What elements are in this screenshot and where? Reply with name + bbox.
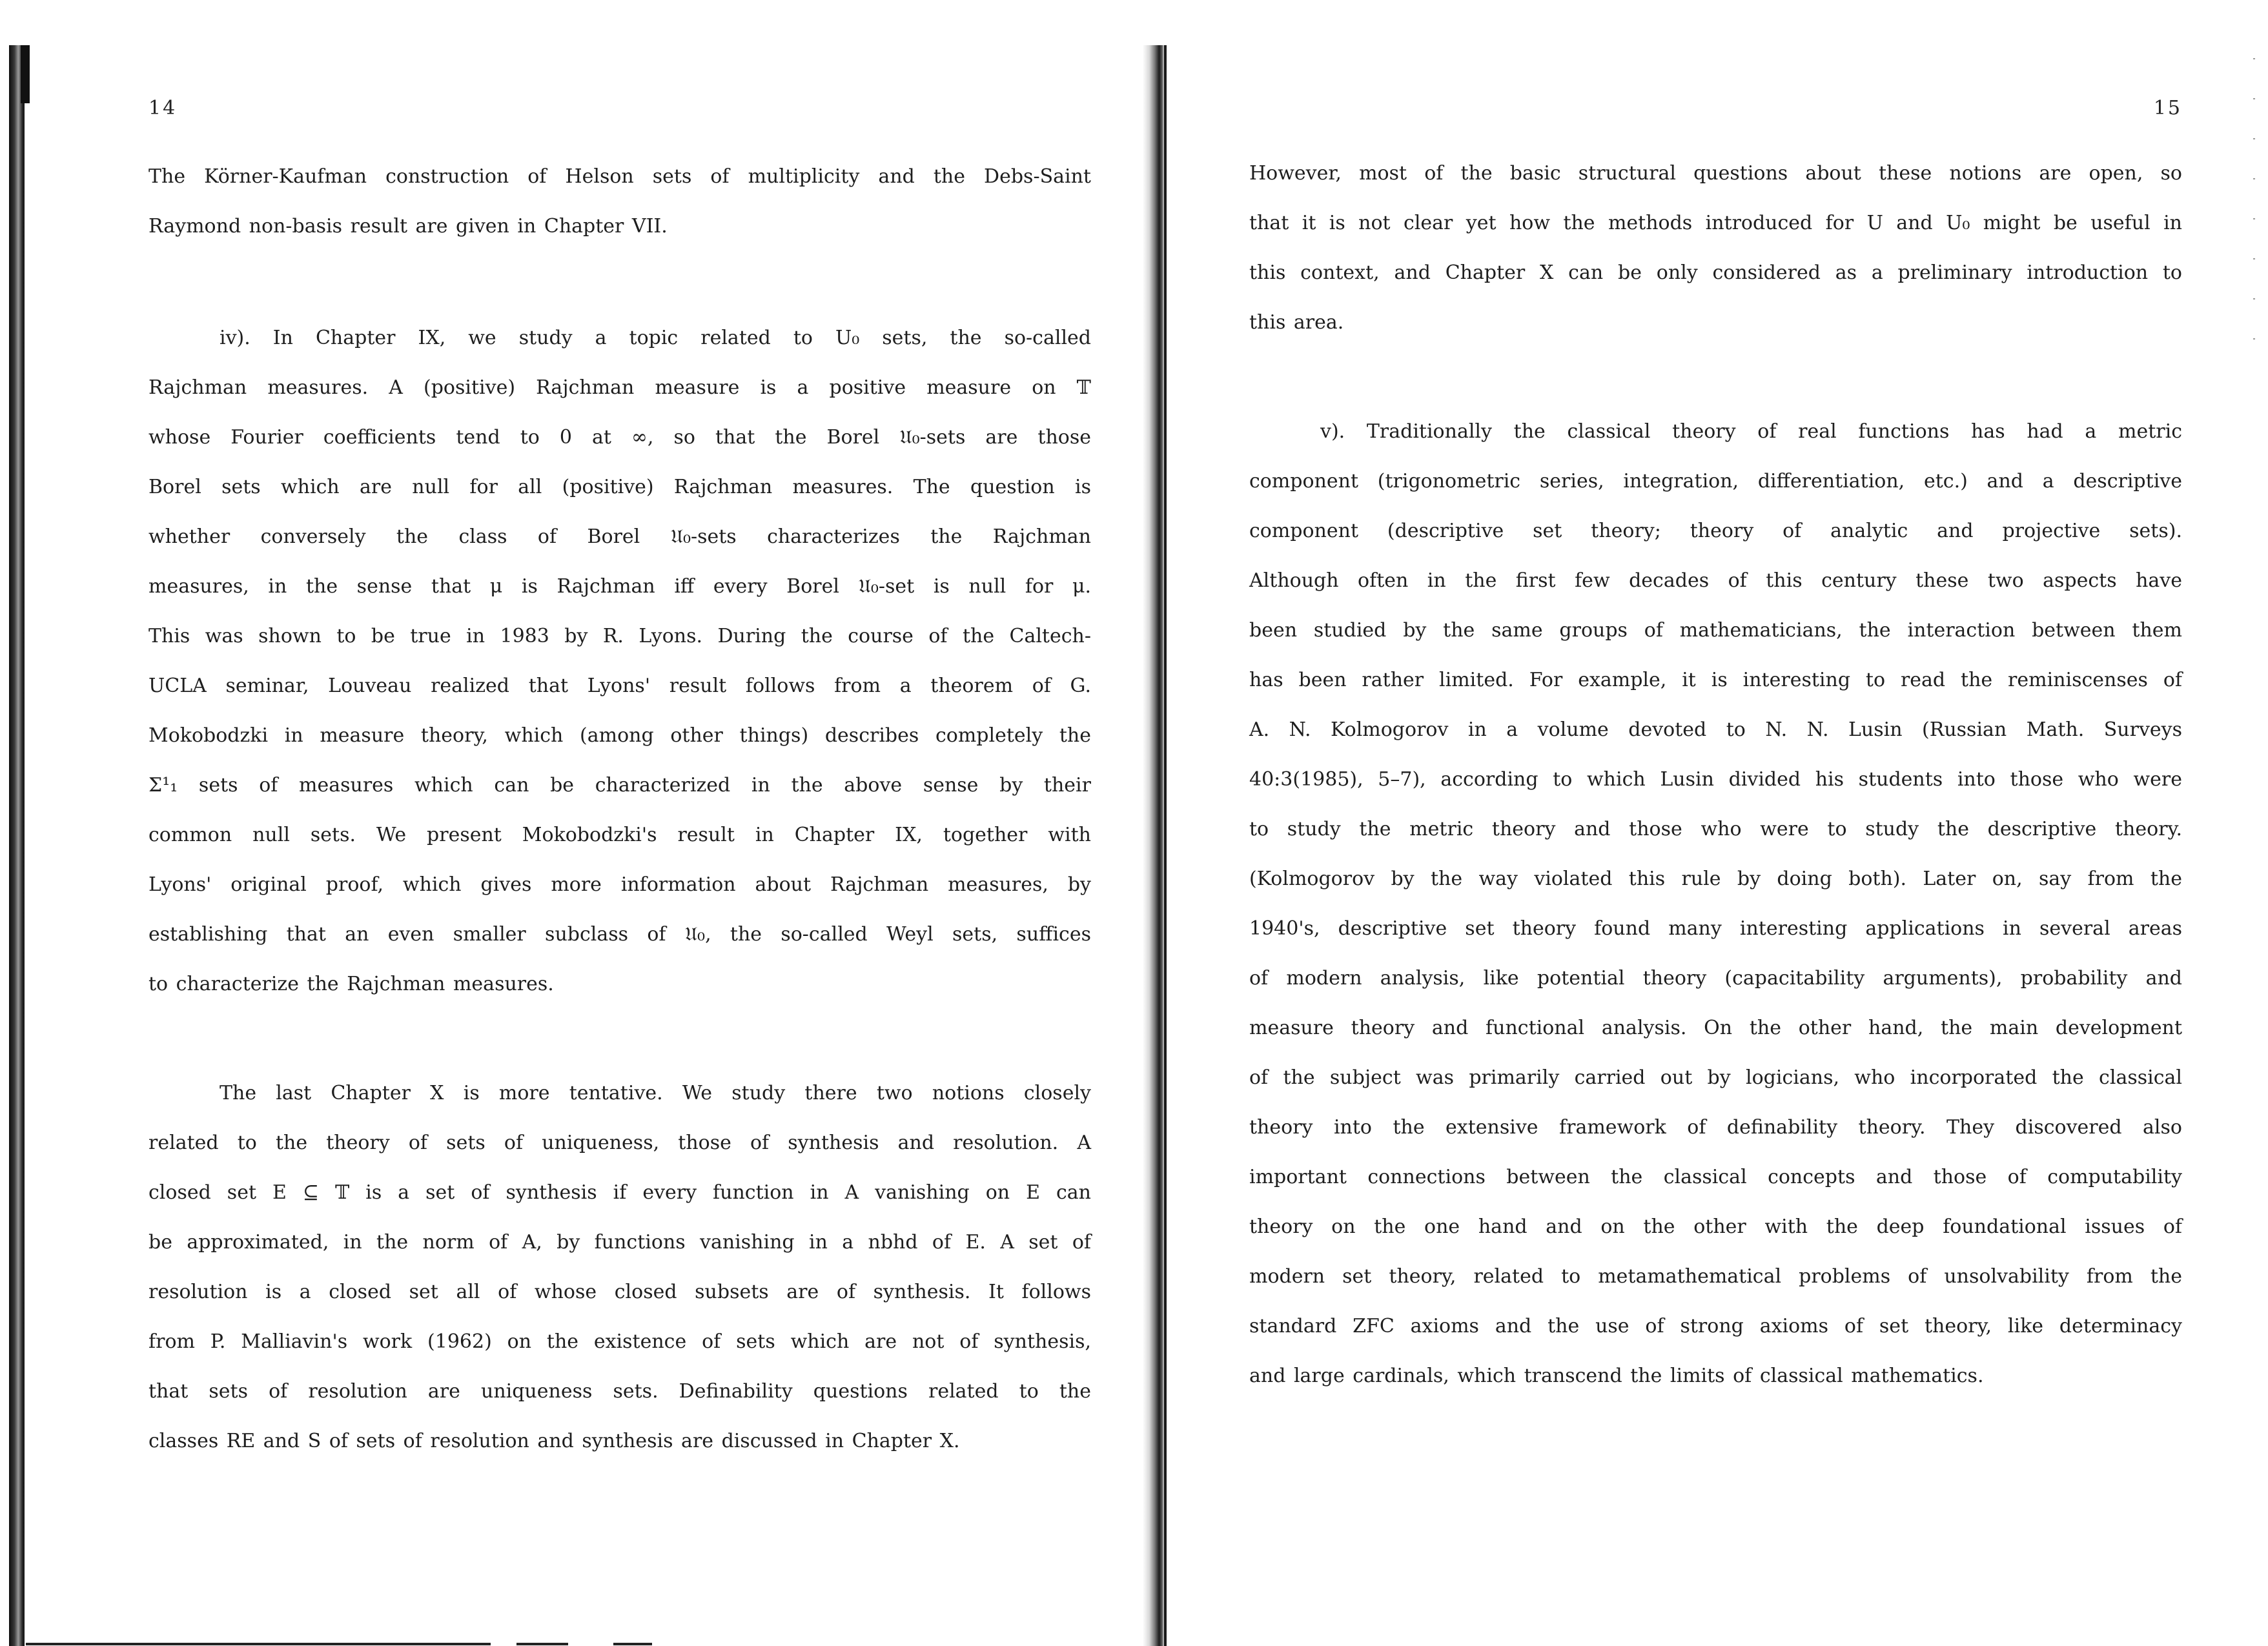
text-line: measure theory and functional analysis. On the other hand, the main development bbox=[1249, 1017, 2182, 1039]
text-line: 40:3(1985), 5–7), according to which Lusin divided his students into those who were bbox=[1249, 768, 2182, 791]
text-line: Borel sets which are null for all (positive) Rajchman measures. The question is bbox=[148, 476, 1091, 498]
scan-edge-notch bbox=[21, 45, 30, 103]
paragraph bbox=[148, 313, 1091, 1009]
page-number: 14 bbox=[148, 97, 178, 119]
paragraph bbox=[148, 152, 1091, 251]
text-line: resolution is a closed set all of whose closed subsets are of synthesis. It follows bbox=[148, 1281, 1091, 1303]
book-gutter bbox=[1143, 45, 1165, 1646]
text-line: common null sets. We present Mokobodzki's result in Chapter IX, together with bbox=[148, 824, 1091, 846]
text-line: related to the theory of sets of uniqueness, those of synthesis and resolution. A bbox=[148, 1132, 1091, 1154]
text-line: that sets of resolution are uniqueness sets. Definability questions related to the bbox=[148, 1380, 1091, 1403]
text-line: Mokobodzki in measure theory, which (among other things) describes completely the bbox=[148, 724, 1091, 747]
paragraph bbox=[1249, 148, 2182, 347]
text-line: v). Traditionally the classical theory of real functions has had a metric bbox=[1320, 420, 2182, 443]
text-line: whether conversely the class of Borel 𝔘₀-sets characterizes the Rajchman bbox=[148, 525, 1091, 548]
text-line: theory on the one hand and on the other with the deep foundational issues of bbox=[1249, 1215, 2182, 1238]
bottom-rule-mid bbox=[516, 1643, 568, 1645]
text-line: theory into the extensive framework of definability theory. They discovered also bbox=[1249, 1116, 2182, 1139]
text-line: that it is not clear yet how the methods introduced for U and U₀ might be useful in bbox=[1249, 212, 2182, 234]
text-line: modern set theory, related to metamathematical problems of unsolvability from the bbox=[1249, 1265, 2182, 1288]
text-line: Σ¹₁ sets of measures which can be characterized in the above sense by their bbox=[148, 774, 1091, 797]
text-line: Rajchman measures. A (positive) Rajchman measure is a positive measure on 𝕋 bbox=[148, 376, 1091, 399]
page-edge-marks bbox=[2253, 58, 2256, 445]
text-line: Raymond non-basis result are given in Chapter VII. bbox=[148, 215, 668, 238]
text-line: This was shown to be true in 1983 by R. Lyons. During the course of the Caltech- bbox=[148, 625, 1091, 647]
text-line: establishing that an even smaller subclass of 𝔘₀, the so-called Weyl sets, suffices bbox=[148, 923, 1091, 946]
paragraph bbox=[148, 1068, 1091, 1466]
text-line: classes RE and S of sets of resolution and synthesis are discussed in Chapter X. bbox=[148, 1430, 960, 1452]
text-line: A. N. Kolmogorov in a volume devoted to N. N. Lusin (Russian Math. Surveys bbox=[1249, 718, 2182, 741]
text-line: standard ZFC axioms and the use of strong axioms of set theory, like determinacy bbox=[1249, 1315, 2182, 1337]
text-line: component (descriptive set theory; theory of analytic and projective sets). bbox=[1249, 520, 2182, 542]
text-line: has been rather limited. For example, it is interesting to read the reminiscenses of bbox=[1249, 669, 2182, 691]
text-line: important connections between the classical concepts and those of computability bbox=[1249, 1166, 2182, 1188]
text-line: closed set E ⊆ 𝕋 is a set of synthesis if every function in A vanishing on E can bbox=[148, 1181, 1091, 1204]
text-line: However, most of the basic structural questions about these notions are open, so bbox=[1249, 162, 2182, 185]
text-line: of the subject was primarily carried out by logicians, who incorporated the classical bbox=[1249, 1066, 2182, 1089]
text-line: been studied by the same groups of mathematicians, the interaction between them bbox=[1249, 619, 2182, 642]
gutter-line bbox=[1164, 45, 1167, 1646]
text-line: iv). In Chapter IX, we study a topic related to U₀ sets, the so-called bbox=[220, 327, 1091, 349]
text-line: whose Fourier coefficients tend to 0 at ∞, so that the Borel 𝔘₀-sets are those bbox=[148, 426, 1091, 449]
text-line: and large cardinals, which transcend the limits of classical mathematics. bbox=[1249, 1365, 1984, 1387]
text-line: of modern analysis, like potential theory (capacitability arguments), probability and bbox=[1249, 967, 2182, 990]
text-line: Lyons' original proof, which gives more information about Rajchman measures, by bbox=[148, 873, 1091, 896]
bottom-rule-mid2 bbox=[613, 1643, 652, 1645]
text-line: this area. bbox=[1249, 311, 1344, 334]
bottom-rule-left bbox=[26, 1643, 491, 1645]
text-line: measures, in the sense that μ is Rajchman iff every Borel 𝔘₀-set is null for μ. bbox=[148, 575, 1091, 598]
page-number: 15 bbox=[2153, 97, 2182, 119]
text-line: component (trigonometric series, integration, differentiation, etc.) and a descriptive bbox=[1249, 470, 2182, 493]
text-line: from P. Malliavin's work (1962) on the existence of sets which are not of synthesis, bbox=[148, 1330, 1091, 1353]
text-line: 1940's, descriptive set theory found many interesting applications in several areas bbox=[1249, 917, 2182, 940]
scan-edge-left bbox=[9, 45, 25, 1646]
text-line: The last Chapter X is more tentative. We study there two notions closely bbox=[220, 1082, 1091, 1104]
text-line: The Körner-Kaufman construction of Helson sets of multiplicity and the Debs-Saint bbox=[148, 165, 1091, 188]
text-line: Although often in the first few decades of this century these two aspects have bbox=[1249, 569, 2182, 592]
text-line: to study the metric theory and those who were to study the descriptive theory. bbox=[1249, 818, 2182, 840]
text-line: to characterize the Rajchman measures. bbox=[148, 973, 554, 995]
text-line: be approximated, in the norm of A, by functions vanishing in a nbhd of E. A set of bbox=[148, 1231, 1091, 1254]
text-line: this context, and Chapter X can be only considered as a preliminary introduction to bbox=[1249, 261, 2182, 284]
paragraph bbox=[1249, 407, 2182, 1401]
text-line: (Kolmogorov by the way violated this rule by doing both). Later on, say from the bbox=[1249, 868, 2182, 890]
text-line: UCLA seminar, Louveau realized that Lyons' result follows from a theorem of G. bbox=[148, 675, 1091, 697]
